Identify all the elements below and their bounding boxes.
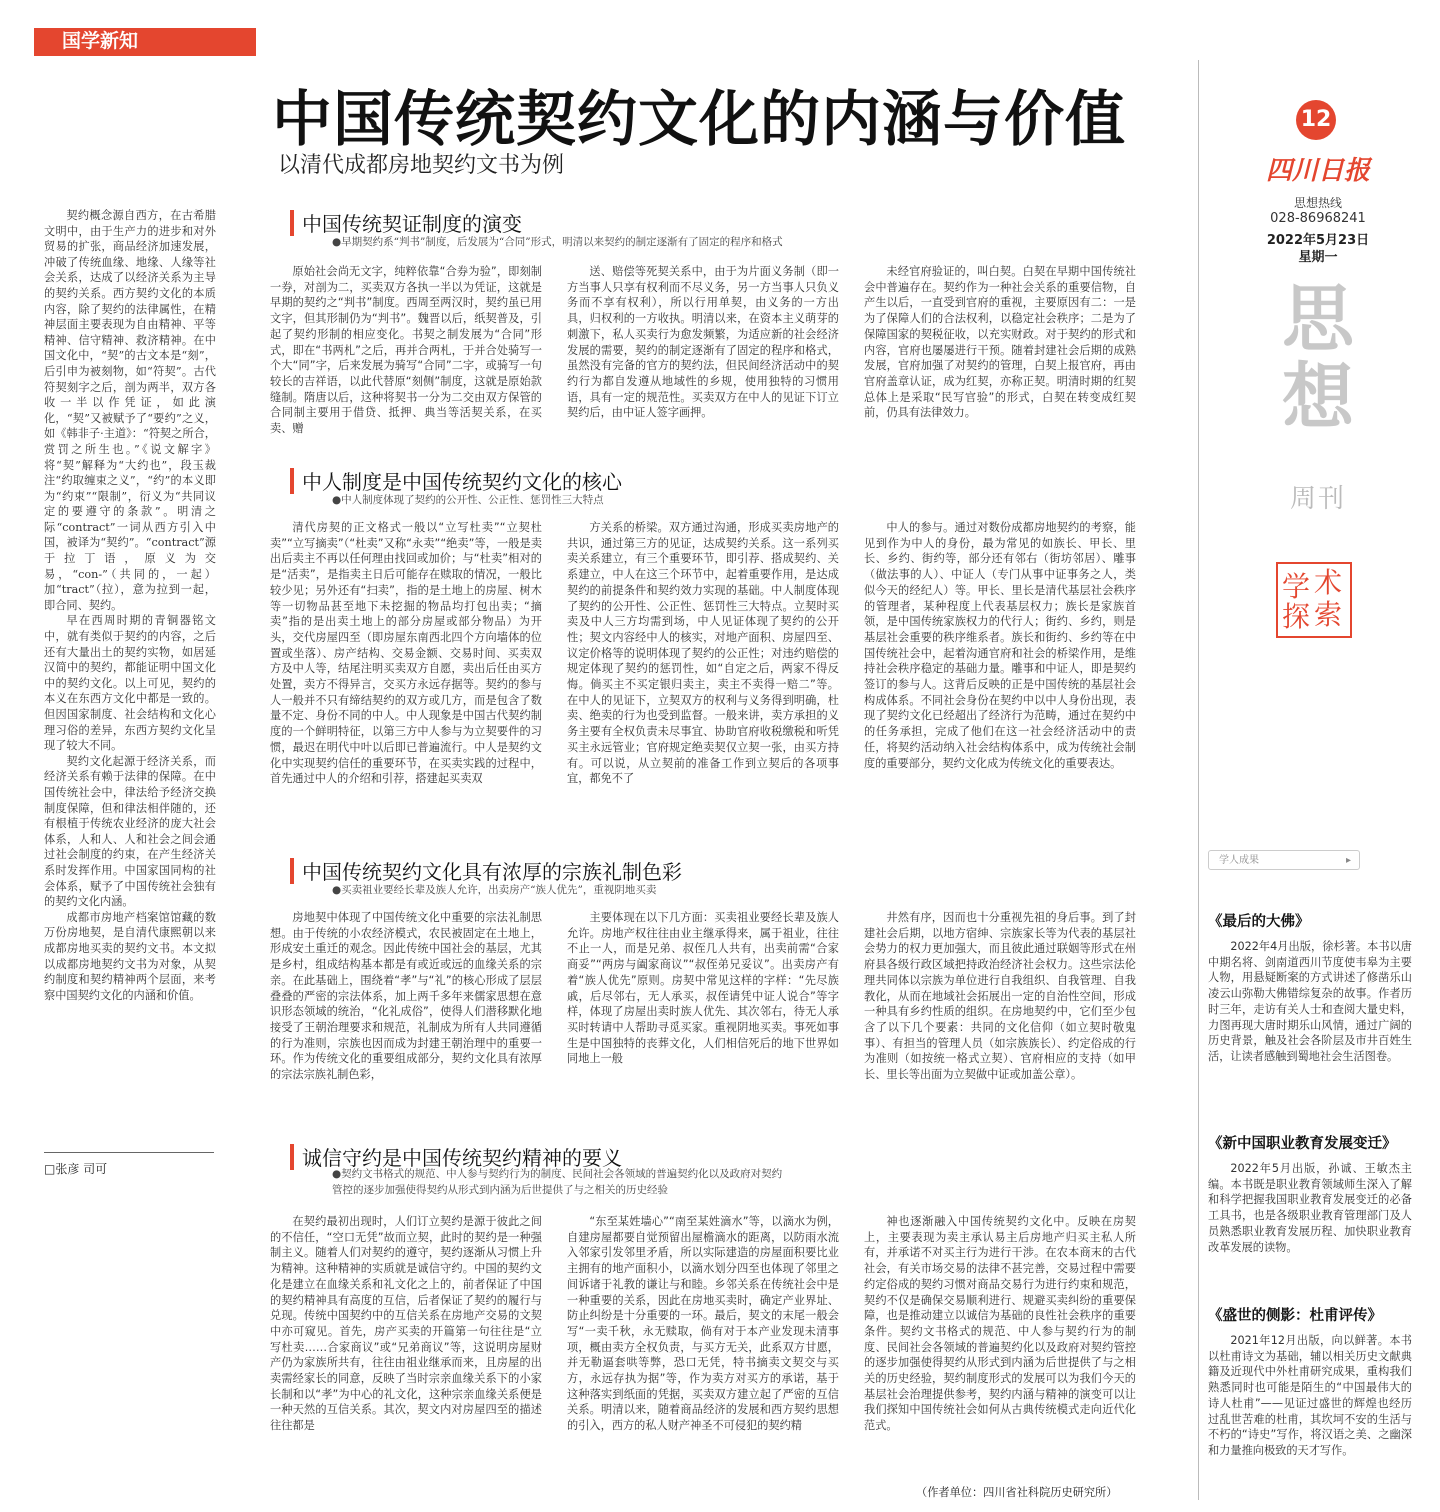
stamp-char: 探	[1282, 600, 1311, 633]
books-tab-label: 学人成果	[1219, 855, 1259, 866]
article-column	[270, 1214, 542, 1504]
section-summary: ●买卖祖业要经长辈及族人允许，出卖房产“族人优先”，重视阴地买卖	[332, 884, 657, 896]
hotline-label: 思想热线	[1293, 196, 1342, 210]
section-marker	[290, 1144, 294, 1170]
article-column	[567, 1214, 839, 1504]
book-title: 《最后的大佛》	[1208, 914, 1310, 930]
headline: 中国传统契约文化的内涵与价值	[272, 85, 1126, 155]
watermark-char: 思	[1281, 277, 1354, 361]
article-column	[864, 264, 1136, 452]
paragraph: 送、赔偿等死契关系中，由于为片面义务制（即一方当事人只享有权利而不尽义务，另一方当事人只负义务而不享有权利），所以行用单契，由义务的一方出具，归权利的一方收执。明清以来，在资本主义萌芽的刺激下，私人买卖行为愈发频繁，为适应新的社会经济发展的需要，契约的制定逐渐有了固定的程序和格式，虽然没有完备的官方的契约法，但民间经济活动中的契约行为都自发遵从地域性的乡规，使用独特的习惯用语，具有一定的规范性。买卖双方在中人的见证下订立契约后，由中证人签字画押。	[567, 265, 839, 420]
stamp-char: 术	[1314, 566, 1343, 599]
section-summary: ●早期契约系“判书”制度，后发展为“合同”形式，明清以来契约的制定逐渐有了固定的程序和格式	[332, 236, 783, 248]
paragraph: 在契约最初出现时，人们订立契约是源于彼此之间的不信任，“空口无凭”故而立契，此时的契约是一种强制主义。随着人们对契约的遵守，契约逐渐从习惯上升为精神。这种精神的实质就是诚信守约。中国的契约文化是建立在血缘关系和礼文化之上的，前者保证了中国的契约精神具有高度的互信，后者保证了契约的履行与兑现。传统中国契约中的互信关系在房地产交易的文契中亦可窥见。首先，房产买卖的开篇第一句往往是“立写杜卖……合家商议”或“兄弟商议”等，这说明房屋财产仍为家族所共有，往往由祖业继承而来，且房屋的出卖需经家长的同意，反映了当时宗亲血缘关系下的小家长制和以“孝”为中心的礼文化，这种宗亲血缘关系便是一种天然的互信关系。其次，契文内对房屋四至的描述往往都是	[270, 1215, 542, 1433]
column-tag: 国学新知	[34, 28, 256, 54]
section-summary: ●中人制度体现了契约的公开性、公正性、惩罚性三大特点	[332, 494, 604, 506]
article-column	[567, 910, 839, 1116]
article-column	[864, 1214, 1136, 1480]
chevron-right-icon: ▸	[1345, 855, 1351, 866]
academic-stamp	[1276, 562, 1352, 638]
section-marker	[290, 468, 294, 494]
summary-line: ●契约文书格式的规范、中人参与契约行为的制度、民间社会各领域的普遍契约化以及政府对契约	[332, 1168, 783, 1180]
paragraph: 主要体现在以下几方面：买卖祖业要经长辈及族人允许。房地产权往往由业主继承得来，属于祖业，往往不止一人，而是兄弟、叔侄几人共有，出卖前需“合家商妥”“两房与阖家商议”“叔侄弟兄妥议”。出卖房产有着“族人优先”原则。房契中常见这样的字样：“先尽族戚，后尽邻右，无人承买，叔侄请凭中证人说合”等字样，体现了房屋出卖时族人优先、其次邻右，待无人承买时转请中人帮助寻觅买家。重视阴地买卖。事死如事生是中国独特的丧葬文化，人们相信死后的地下世界如同地上一般	[567, 911, 839, 1066]
book-description: 2022年4月出版，徐杉著。本书以唐中期名将、剑南道西川节度使韦皋为主要人物，用悬疑断案的方式讲述了修凿乐山凌云山弥勒大佛错综复杂的故事。作者历时三年，走访有关人士和查阅大量史料，力图再现大唐时期乐山风情，通过广阔的历史背景，触及社会各阶层及市井百姓生活，让读者感触到蜀地社会生活图卷。	[1208, 940, 1412, 1063]
intro-paragraph: 契约概念源自西方，在古希腊文明中，由于生产力的进步和对外贸易的扩张，商品经济加速发展，冲破了传统血缘、地缘、人缘等社会关系，达成了以经济关系为主导的契约关系。西方契约文化的本质内容，除了契约的法律属性，在精神层面主要表现为自由精神、平等精神、信守精神、救济精神。在中国文化中，“契”的古文本是“刻”，后引申为被刻物，如“符契”。古代符契刻字之后，剖为两半，双方各收一半以作凭证，如此演化，“契”又被赋予了“要约”之义，如《韩非子·主道》：“符契之所合，赏罚之所生也。”《说文解字》将“契”解释为“大约也”，段玉裁注“约取缠束之义”，“约”的本义即为“约束”“限制”，衍义为“共同议定的要遵守的条款”。明清之际“contract”一词从西方引入中国，被译为“契约”。“contract”源于拉丁语，原义为交易，“con-”（共同的，一起）加“tract”（拉），意为拉到一起，即合同、契约。	[44, 209, 216, 612]
paragraph: 原始社会尚无文字，纯粹依靠“合券为验”，即刻制一券，对剖为二，买卖双方各执一半以为凭证，这就是早期的契约之“判书”制度。西周至两汉时，契约虽已用文字，但其形制仍为“判书”。魏晋以后，纸契普及，引起了契约形制的相应变化。书契之制发展为“合同”形式，即在“书两札”之后，再并合两札，于并合处骑写一个大“同”字，后来发展为骑写“合同”二字，或骑写一句较长的吉祥语，以此代替原“刻侧”制度，这就是原始款缝制。隋唐以后，这种将契书一分为二交由双方保管的合同制主要用于借贷、抵押、典当等活契关系，在买卖、赠	[270, 265, 542, 436]
hotline-number: 028-86968241	[1270, 211, 1366, 226]
author-byline: □张彦 司可	[44, 1162, 108, 1176]
book-description: 2021年12月出版，向以鲜著。本书以杜甫诗文为基础，辅以相关历史文献典籍及近现代中外杜甫研究成果，重构我们熟悉同时也可能是陌生的“中国最伟大的诗人杜甫”——见证过盛世的辉煌也经历过乱世苦难的杜甫，其坎坷不安的生活与不朽的“诗史”写作，将汉语之美、之幽深和力量推向极致的天才写作。	[1208, 1334, 1412, 1457]
article-column	[270, 910, 542, 1116]
section-body	[270, 910, 1136, 1116]
paragraph: 未经官府验证的，叫白契。白契在早期中国传统社会中普遍存在。契约作为一种社会关系的重要信物，自产生以后，一直受到官府的重视，主要原因有二：一是为了保障人们的合法权利，以稳定社会秩序；二是为了保障国家的契税征收，以充实财政。对于契约的形式和内容，官府也屡屡进行干预。随着封建社会后期的成熟发展，官府加强了对契约的管理，白契上报官府，再由官府盖章认证，成为红契，亦称正契。明清时期的红契总体上是采取“民写官验”的形式，白契在转变成红契前，仍具有法律效力。	[864, 265, 1136, 420]
book-entry	[1208, 910, 1412, 1065]
section-title: 诚信守约是中国传统契约精神的要义	[302, 1146, 622, 1170]
book-title: 《新中国职业教育发展变迁》	[1208, 1136, 1397, 1152]
paragraph: 方关系的桥梁。双方通过沟通，形成买卖房地产的共识，通过第三方的见证，达成契约关系。这一系列买卖关系建立，有三个重要环节，即引荐、搭成契约、关系建立，中人在这三个环节中，起着重要作用，是达成契约的前提条件和契约效力实现的基础。中人制度体现了契约的公开性、公正性、惩罚性三大特点。立契时买卖及中人三方均需到场，中人见证体现了契约的公开性；契文内容经中人的核实，对地产面积、房屋四至、议定价格等的说明体现了契约的公正性；对违约赔偿的规定体现了契约的惩罚性，如“自定之后，两家不得反悔。倘买主不买定银归卖主，卖主不卖得一赔二”等。在中人的见证下，立契双方的权利与义务得到明确，杜卖、绝卖的行为也受到监督。一般来讲，卖方承担的义务主要有全权负责未尽事宜、协助官府收税缴税和听凭买主永远管业；官府规定绝卖契仅立契一张，由买方持有。可以说，从立契前的准备工作到立契后的各项事宜，都免不了	[567, 521, 839, 786]
paragraph: 井然有序，因而也十分重视先祖的身后事。到了封建社会后期，以地方宿绅、宗族家长等为代表的基层社会势力的权力更加强大，而且彼此通过联姻等形式在州府县各级行政区域把持政治经济社会权力。这些宗法伦理共同体以宗族为单位进行自我组织、自我管理、自我教化，从而在地域社会拓展出一定的自治性空间，形成一种具有乡约性质的组织。在房地契约中，它们至少包含了以下几个要素：共同的文化信仰（如立契时敬鬼事）、有担当的管理人员（如宗族族长）、约定俗成的行为准则（如按统一格式立契）、官府相应的支持（如甲长、里长等出面为立契做中证或加盖公章）。	[864, 911, 1136, 1082]
section-title: 中人制度是中国传统契约文化的核心	[302, 470, 622, 494]
section-title: 中国传统契约文化具有浓厚的宗族礼制色彩	[302, 860, 682, 884]
intro-column	[44, 208, 216, 1003]
issue-weekday: 星期一	[1298, 250, 1338, 265]
watermark-char: 想	[1281, 355, 1354, 439]
intro-paragraph: 早在西周时期的青铜器铭文中，就有类似于契约的内容，之后还有大量出土的契约实物，如居延汉简中的契约，都能证明中国文化中的契约文化。以上可见，契约的本义在东西方文化中都是一致的。但因国家制度、社会结构和文化心理习俗的差异，东西方契约文化呈现了较大不同。	[44, 614, 216, 753]
column-tag-rule	[34, 54, 256, 56]
section-body	[270, 1214, 1136, 1504]
page-number-badge: 12	[1296, 100, 1336, 140]
author-affiliation: （作者单位：四川省社科院历史研究所）	[916, 1486, 1118, 1499]
author-rule	[44, 1152, 214, 1153]
book-description: 2022年5月出版，孙诚、王敏杰主编。本书既是职业教育领域师生深入了解和科学把握我国职业教育发展变迁的必备工具书，也是各级职业教育管理部门及人员熟悉职业教育发展历程、加快职业教育改革发展的读物。	[1208, 1162, 1412, 1254]
section-body	[270, 264, 1136, 452]
section-watermark	[1276, 277, 1360, 439]
issue-date: 2022年5月23日	[1266, 233, 1370, 248]
section-summary	[332, 1166, 912, 1198]
paragraph: 中人的参与。通过对数份成都房地契约的考察，能见到作为中人的身份，最为常见的如族长、甲长、里长、乡约、街约等，部分还有邻右（街坊邻居）、雕事（做法事的人）、中证人（专门从事中证事务之人，类似今天的经纪人）等。甲长、里长是清代基层社会秩序的管理者，某种程度上代表基层权力；族长是家族首领，是中国传统家族权力的代行人；街约、乡约，则是基层社会重要的秩序维系者。族长和街约、乡约等在中国传统社会中，起着沟通官府和社会的桥梁作用，是维持社会秩序稳定的基础力量。雕事和中证人，即是契约签订的参与人。这背后反映的正是中国传统的基层社会构成体系。不同社会身份在契约中以中人身份出现，表现了契约文化已经超出了经济行为范畴，通过在契约中的任务承担，完成了他们在这一社会经济活动中的责任，将契约活动纳入社会结构体系中，成为传统社会制度的重要部分，契约文化成为传统文化的重要表达。	[864, 521, 1136, 770]
weekly-label: 周刊	[1289, 484, 1346, 514]
newspaper-logo: 四川日报	[1266, 156, 1371, 186]
books-section-tab	[1208, 850, 1360, 870]
article-column	[567, 264, 839, 452]
section-body	[270, 520, 1136, 840]
section-marker	[290, 210, 294, 236]
book-title: 《盛世的侧影：杜甫评传》	[1208, 1308, 1382, 1324]
intro-paragraph: 成都市房地产档案馆馆藏的数万份房地契，是自清代康熙朝以来成都房地买卖的契约文书。本文拟以成都房地契约文书为对象，从契约制度和契约精神两个层面，来考察中国契约文化的内涵和价值。	[44, 910, 216, 1002]
column-divider	[1198, 60, 1199, 1500]
paragraph: 神也逐渐融入中国传统契约文化中。反映在房契上，主要表现为卖主承认易主后房地产归买主私人所有，并承诺不对买主行为进行干涉。在农本商末的古代社会，有关市场交易的法律不甚完善，交易过程中需要约定俗成的契约习惯对商品交易行为进行约束和规范，契约不仅是确保交易顺利进行、规避买卖纠纷的重要保障，也是推动建立以诚信为基础的良性社会秩序的重要条件。契约文书格式的规范、中人参与契约行为的制度、民间社会各领域的普遍契约化以及政府对契约管控的逐步加强使得契约从形式到内涵为后世提供了与之相关的历史经验，契约制度形式的发展可以为我们今天的基层社会治理提供参考，契约内涵与精神的演变可以让我们探知中国传统社会如何从古典传统模式走向近代化范式。	[864, 1215, 1136, 1433]
section-marker	[290, 858, 294, 884]
book-entry	[1208, 1132, 1412, 1255]
article-column	[270, 264, 542, 452]
stamp-char: 索	[1314, 598, 1343, 631]
article-column	[864, 520, 1136, 840]
paragraph: “东至某姓墙心”“南至某姓滴水”等，以滴水为例，自建房屋都要自觉预留出屋檐滴水的距离，以防雨水流入邻家引发邻里矛盾，所以实际建造的房屋面积要比业主拥有的地产面积小，以滴水划分四至也体现了邻里之间诉诸于礼教的谦让与和睦。乡邻关系在传统社会中是一种重要的关系，因此在房地买卖时，确定产业界址、防止纠纷是十分重要的一环。最后，契文的末尾一般会写“一卖千秋，永无赎取，倘有对于本产业发现未清事项，概由卖方全权负责，与买方无关，此系双方甘愿，并无勒逼套哄等弊，恐口无凭，特书摘卖文契交与买方，永远存执为据”等，作为卖方对买方的承诺，基于这种落实到纸面的凭据，买卖双方建立起了严密的互信关系。明清以来，随着商品经济的发展和西方契约思想的引入，西方的私人财产神圣不可侵犯的契约精	[567, 1215, 839, 1433]
intro-paragraph: 契约文化起源于经济关系，而经济关系有赖于法律的保障。在中国传统社会中，律法给予经济交换制度保障，但和律法相伴随的，还有根植于传统农业经济的庞大社会体系，人和人、人和社会之间会通过社会制度的约束，在产生经济关系时发挥作用。中国家国同构的社会体系，赋予了中国传统社会独有的契约文化内涵。	[44, 754, 216, 909]
stamp-char: 学	[1282, 570, 1311, 603]
book-entry	[1208, 1304, 1412, 1459]
subtitle: 以清代成都房地契约文书为例	[278, 153, 565, 178]
paragraph: 清代房契的正文格式一般以“立写杜卖”“立契杜卖”“立写摘卖”（“杜卖”又称“永卖”“绝卖”等，一般是卖出后卖主不再以任何理由找回或加价；与“杜卖”相对的是“活卖”，是指卖主日后可能存在赎取的情况，一般比较少见；另外还有“扫卖”，指的是土地上的房屋、树木等一切物品甚至地下未挖掘的物品均打包出卖；“摘卖”指的是出卖土地上的部分房屋或部分物品）为开头，交代房屋四至（即房屋东南西北四个方向墙体的位置或坐落）、房产结构、交易金额、交易时间、买卖双方及中人等，结尾注明买卖双方自愿，卖出后任由买方处置，卖方不得异言，交买方永远存据等。契约的参与人一般并不只有缔结契约的双方或几方，而是包含了数量不定、身份不同的中人。中人现象是中国古代契约制度的一个鲜明特征，以第三方中人参与为立契要件的习惯，最迟在明代中叶以后即已普遍流行。中人是契约文化中实现契约信任的重要环节，在买卖实践的过程中，首先通过中人的介绍和引荐，搭建起买卖双	[270, 521, 542, 786]
article-column	[864, 910, 1136, 1116]
section-title: 中国传统契证制度的演变	[302, 212, 522, 236]
article-column	[270, 520, 542, 840]
paragraph: 房地契中体现了中国传统文化中重要的宗法礼制思想。由于传统的小农经济模式，农民被固定在土地上，形成安土重迁的观念。因此传统中国社会的基层，尤其是乡村，组成结构基本都是有或近或远的血缘关系的宗亲。在此基础上，围绕着“孝”与“礼”的核心形成了层层叠叠的严密的宗法体系，加上两千多年来儒家思想在意识形态领域的统治，“化礼成俗”，使得人们潜移默化地接受了王朝治理要求和规范，礼制成为所有人共同遵循的行为准则，宗族也因而成为封建王朝治理中的重要一环。作为传统文化的重要组成部分，契约文化具有浓厚的宗法宗族礼制色彩，	[270, 911, 542, 1082]
summary-line: 管控的逐步加强使得契约从形式到内涵为后世提供了与之相关的历史经验	[332, 1184, 668, 1196]
article-column	[567, 520, 839, 840]
